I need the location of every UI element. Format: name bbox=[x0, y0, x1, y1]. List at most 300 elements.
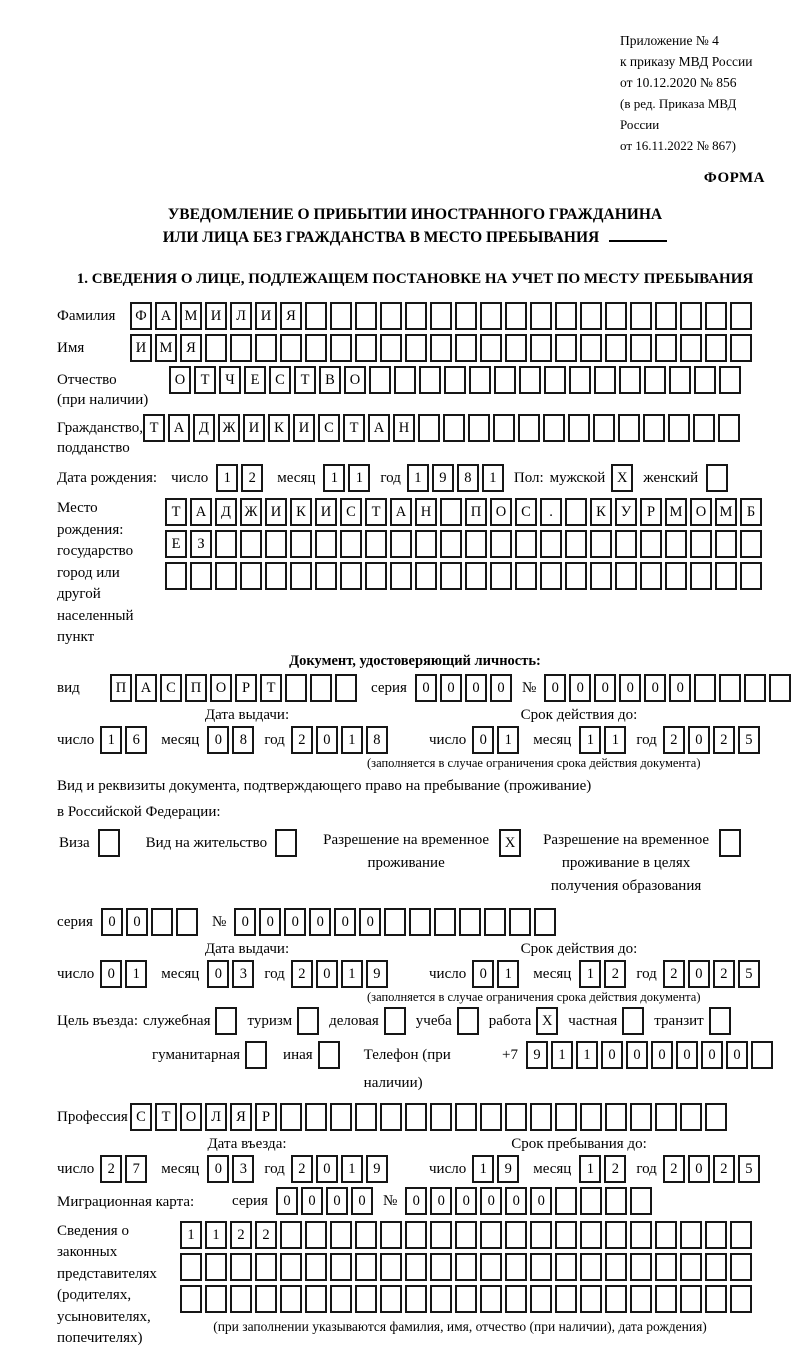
form-cell[interactable] bbox=[680, 1103, 702, 1131]
form-cell[interactable]: С bbox=[269, 366, 291, 394]
form-cell[interactable]: А bbox=[135, 674, 157, 702]
form-cell[interactable] bbox=[630, 1285, 652, 1313]
form-cell[interactable]: Т bbox=[343, 414, 365, 442]
form-cell[interactable]: 0 bbox=[688, 960, 710, 988]
form-cell[interactable] bbox=[630, 1187, 652, 1215]
form-cell[interactable] bbox=[418, 414, 440, 442]
form-cell[interactable] bbox=[305, 334, 327, 362]
form-cell[interactable] bbox=[151, 908, 173, 936]
form-cell[interactable] bbox=[493, 414, 515, 442]
form-cell[interactable] bbox=[534, 908, 556, 936]
form-cell[interactable] bbox=[580, 1285, 602, 1313]
form-cell[interactable] bbox=[180, 1285, 202, 1313]
form-cell[interactable] bbox=[405, 302, 427, 330]
form-cell[interactable]: 0 bbox=[480, 1187, 502, 1215]
form-cell[interactable] bbox=[690, 562, 712, 590]
form-cell[interactable] bbox=[455, 1253, 477, 1281]
form-cell[interactable]: О bbox=[690, 498, 712, 526]
form-cell[interactable] bbox=[580, 1221, 602, 1249]
form-cell[interactable] bbox=[275, 829, 297, 857]
form-cell[interactable]: 0 bbox=[505, 1187, 527, 1215]
form-cell[interactable] bbox=[480, 1103, 502, 1131]
form-cell[interactable]: А bbox=[390, 498, 412, 526]
form-cell[interactable]: Я bbox=[230, 1103, 252, 1131]
form-cell[interactable] bbox=[240, 530, 262, 558]
form-cell[interactable] bbox=[430, 1285, 452, 1313]
form-cell[interactable]: Т bbox=[260, 674, 282, 702]
form-cell[interactable] bbox=[190, 562, 212, 590]
form-cell[interactable] bbox=[245, 1041, 267, 1069]
form-cell[interactable]: И bbox=[293, 414, 315, 442]
form-cell[interactable] bbox=[505, 1221, 527, 1249]
form-cell[interactable] bbox=[643, 414, 665, 442]
form-cell[interactable] bbox=[730, 1221, 752, 1249]
form-cell[interactable] bbox=[215, 1007, 237, 1035]
form-cell[interactable] bbox=[769, 674, 791, 702]
form-cell[interactable]: Ж bbox=[240, 498, 262, 526]
form-cell[interactable]: М bbox=[665, 498, 687, 526]
form-cell[interactable]: 2 bbox=[663, 1155, 685, 1183]
form-cell[interactable] bbox=[719, 829, 741, 857]
form-cell[interactable] bbox=[530, 1253, 552, 1281]
form-cell[interactable]: 0 bbox=[651, 1041, 673, 1069]
form-cell[interactable]: И bbox=[315, 498, 337, 526]
form-cell[interactable]: 1 bbox=[341, 726, 363, 754]
form-cell[interactable] bbox=[280, 1253, 302, 1281]
form-cell[interactable] bbox=[565, 530, 587, 558]
form-cell[interactable]: 0 bbox=[301, 1187, 323, 1215]
form-cell[interactable] bbox=[405, 1285, 427, 1313]
form-cell[interactable] bbox=[730, 334, 752, 362]
form-cell[interactable]: 6 bbox=[125, 726, 147, 754]
form-cell[interactable]: П bbox=[185, 674, 207, 702]
form-cell[interactable]: Я bbox=[280, 302, 302, 330]
form-cell[interactable] bbox=[484, 908, 506, 936]
form-cell[interactable]: 1 bbox=[576, 1041, 598, 1069]
form-cell[interactable]: 0 bbox=[101, 908, 123, 936]
form-cell[interactable] bbox=[455, 1103, 477, 1131]
form-cell[interactable]: 2 bbox=[230, 1221, 252, 1249]
form-cell[interactable] bbox=[580, 1253, 602, 1281]
form-cell[interactable] bbox=[568, 414, 590, 442]
form-cell[interactable]: М bbox=[180, 302, 202, 330]
form-cell[interactable] bbox=[365, 562, 387, 590]
form-cell[interactable]: 0 bbox=[701, 1041, 723, 1069]
form-cell[interactable]: Е bbox=[244, 366, 266, 394]
form-cell[interactable] bbox=[715, 562, 737, 590]
form-cell[interactable]: 0 bbox=[688, 1155, 710, 1183]
form-cell[interactable]: 2 bbox=[291, 726, 313, 754]
form-cell[interactable]: Р bbox=[235, 674, 257, 702]
form-cell[interactable] bbox=[590, 562, 612, 590]
form-cell[interactable] bbox=[380, 1285, 402, 1313]
form-cell[interactable]: 0 bbox=[465, 674, 487, 702]
form-cell[interactable] bbox=[280, 1221, 302, 1249]
form-cell[interactable] bbox=[555, 1103, 577, 1131]
form-cell[interactable]: М bbox=[715, 498, 737, 526]
form-cell[interactable]: 0 bbox=[676, 1041, 698, 1069]
form-cell[interactable]: 1 bbox=[579, 960, 601, 988]
form-cell[interactable] bbox=[630, 1103, 652, 1131]
form-cell[interactable] bbox=[240, 562, 262, 590]
form-cell[interactable]: А bbox=[368, 414, 390, 442]
form-cell[interactable] bbox=[409, 908, 431, 936]
form-cell[interactable] bbox=[330, 1221, 352, 1249]
form-cell[interactable] bbox=[380, 302, 402, 330]
form-cell[interactable] bbox=[330, 302, 352, 330]
form-cell[interactable] bbox=[455, 302, 477, 330]
form-cell[interactable]: С bbox=[340, 498, 362, 526]
form-cell[interactable]: О bbox=[344, 366, 366, 394]
form-cell[interactable] bbox=[640, 530, 662, 558]
form-cell[interactable] bbox=[265, 530, 287, 558]
form-cell[interactable]: 9 bbox=[432, 464, 454, 492]
form-cell[interactable] bbox=[305, 1253, 327, 1281]
form-cell[interactable]: Ф bbox=[130, 302, 152, 330]
form-cell[interactable]: 0 bbox=[405, 1187, 427, 1215]
form-cell[interactable] bbox=[465, 562, 487, 590]
form-cell[interactable] bbox=[655, 1103, 677, 1131]
form-cell[interactable] bbox=[297, 1007, 319, 1035]
form-cell[interactable] bbox=[365, 530, 387, 558]
form-cell[interactable] bbox=[555, 1253, 577, 1281]
form-cell[interactable]: К bbox=[290, 498, 312, 526]
form-cell[interactable] bbox=[751, 1041, 773, 1069]
form-cell[interactable]: Ж bbox=[218, 414, 240, 442]
form-cell[interactable] bbox=[618, 414, 640, 442]
form-cell[interactable]: 2 bbox=[255, 1221, 277, 1249]
form-cell[interactable] bbox=[465, 530, 487, 558]
form-cell[interactable] bbox=[705, 1103, 727, 1131]
form-cell[interactable] bbox=[280, 334, 302, 362]
form-cell[interactable] bbox=[580, 1187, 602, 1215]
form-cell[interactable]: 0 bbox=[259, 908, 281, 936]
form-cell[interactable]: 1 bbox=[551, 1041, 573, 1069]
form-cell[interactable] bbox=[509, 908, 531, 936]
form-cell[interactable]: Б bbox=[740, 498, 762, 526]
form-cell[interactable]: А bbox=[168, 414, 190, 442]
form-cell[interactable] bbox=[505, 1103, 527, 1131]
form-cell[interactable] bbox=[390, 530, 412, 558]
form-cell[interactable] bbox=[444, 366, 466, 394]
form-cell[interactable]: С bbox=[515, 498, 537, 526]
form-cell[interactable]: X bbox=[499, 829, 521, 857]
form-cell[interactable] bbox=[605, 1221, 627, 1249]
form-cell[interactable] bbox=[555, 334, 577, 362]
form-cell[interactable] bbox=[555, 302, 577, 330]
form-cell[interactable] bbox=[290, 530, 312, 558]
form-cell[interactable]: Я bbox=[180, 334, 202, 362]
form-cell[interactable] bbox=[543, 414, 565, 442]
form-cell[interactable] bbox=[394, 366, 416, 394]
form-cell[interactable] bbox=[640, 562, 662, 590]
form-cell[interactable] bbox=[630, 334, 652, 362]
form-cell[interactable]: 2 bbox=[604, 1155, 626, 1183]
form-cell[interactable]: 0 bbox=[309, 908, 331, 936]
form-cell[interactable]: 0 bbox=[472, 726, 494, 754]
form-cell[interactable]: Т bbox=[155, 1103, 177, 1131]
form-cell[interactable] bbox=[340, 562, 362, 590]
form-cell[interactable] bbox=[615, 530, 637, 558]
form-cell[interactable]: X bbox=[536, 1007, 558, 1035]
form-cell[interactable]: Н bbox=[415, 498, 437, 526]
form-cell[interactable] bbox=[415, 530, 437, 558]
form-cell[interactable] bbox=[315, 562, 337, 590]
form-cell[interactable] bbox=[180, 1253, 202, 1281]
form-cell[interactable] bbox=[655, 1253, 677, 1281]
form-cell[interactable] bbox=[480, 1285, 502, 1313]
form-cell[interactable]: . bbox=[540, 498, 562, 526]
form-cell[interactable]: 0 bbox=[359, 908, 381, 936]
form-cell[interactable]: 9 bbox=[526, 1041, 548, 1069]
form-cell[interactable] bbox=[405, 334, 427, 362]
form-cell[interactable]: 0 bbox=[284, 908, 306, 936]
form-cell[interactable]: Т bbox=[194, 366, 216, 394]
form-cell[interactable] bbox=[530, 1285, 552, 1313]
form-cell[interactable] bbox=[490, 562, 512, 590]
form-cell[interactable]: О bbox=[180, 1103, 202, 1131]
form-cell[interactable]: 0 bbox=[234, 908, 256, 936]
form-cell[interactable]: 8 bbox=[366, 726, 388, 754]
form-cell[interactable] bbox=[655, 334, 677, 362]
form-cell[interactable] bbox=[693, 414, 715, 442]
form-cell[interactable] bbox=[330, 1103, 352, 1131]
form-cell[interactable] bbox=[594, 366, 616, 394]
form-cell[interactable] bbox=[555, 1221, 577, 1249]
form-cell[interactable] bbox=[280, 1103, 302, 1131]
form-cell[interactable] bbox=[630, 1253, 652, 1281]
form-cell[interactable]: Д bbox=[215, 498, 237, 526]
form-cell[interactable] bbox=[265, 562, 287, 590]
form-cell[interactable] bbox=[230, 1285, 252, 1313]
form-cell[interactable] bbox=[468, 414, 490, 442]
form-cell[interactable]: 0 bbox=[601, 1041, 623, 1069]
form-cell[interactable] bbox=[580, 1103, 602, 1131]
form-cell[interactable]: 2 bbox=[713, 960, 735, 988]
form-cell[interactable] bbox=[494, 366, 516, 394]
form-cell[interactable] bbox=[330, 1285, 352, 1313]
form-cell[interactable]: 2 bbox=[100, 1155, 122, 1183]
form-cell[interactable]: 1 bbox=[216, 464, 238, 492]
form-cell[interactable]: С bbox=[160, 674, 182, 702]
form-cell[interactable] bbox=[680, 334, 702, 362]
form-cell[interactable] bbox=[505, 334, 527, 362]
form-cell[interactable] bbox=[505, 1285, 527, 1313]
form-cell[interactable] bbox=[305, 1285, 327, 1313]
form-cell[interactable] bbox=[455, 1221, 477, 1249]
form-cell[interactable]: У bbox=[615, 498, 637, 526]
form-cell[interactable] bbox=[165, 562, 187, 590]
form-cell[interactable] bbox=[440, 530, 462, 558]
form-cell[interactable] bbox=[740, 562, 762, 590]
form-cell[interactable]: 0 bbox=[276, 1187, 298, 1215]
form-cell[interactable] bbox=[315, 530, 337, 558]
form-cell[interactable]: 2 bbox=[713, 1155, 735, 1183]
form-cell[interactable] bbox=[544, 366, 566, 394]
form-cell[interactable]: И bbox=[255, 302, 277, 330]
form-cell[interactable]: 1 bbox=[100, 726, 122, 754]
form-cell[interactable] bbox=[565, 498, 587, 526]
form-cell[interactable]: З bbox=[190, 530, 212, 558]
form-cell[interactable] bbox=[290, 562, 312, 590]
form-cell[interactable] bbox=[505, 1253, 527, 1281]
form-cell[interactable]: 0 bbox=[490, 674, 512, 702]
form-cell[interactable]: 0 bbox=[207, 1155, 229, 1183]
form-cell[interactable]: С bbox=[130, 1103, 152, 1131]
form-cell[interactable] bbox=[740, 530, 762, 558]
form-cell[interactable]: О bbox=[169, 366, 191, 394]
form-cell[interactable]: 0 bbox=[207, 960, 229, 988]
form-cell[interactable] bbox=[593, 414, 615, 442]
form-cell[interactable] bbox=[355, 1221, 377, 1249]
form-cell[interactable]: Д bbox=[193, 414, 215, 442]
form-cell[interactable] bbox=[255, 1285, 277, 1313]
form-cell[interactable]: 0 bbox=[430, 1187, 452, 1215]
form-cell[interactable]: 2 bbox=[241, 464, 263, 492]
form-cell[interactable] bbox=[380, 1253, 402, 1281]
form-cell[interactable] bbox=[330, 334, 352, 362]
form-cell[interactable]: 3 bbox=[232, 1155, 254, 1183]
form-cell[interactable] bbox=[310, 674, 332, 702]
form-cell[interactable]: 0 bbox=[326, 1187, 348, 1215]
form-cell[interactable]: Е bbox=[165, 530, 187, 558]
form-cell[interactable] bbox=[540, 562, 562, 590]
form-cell[interactable] bbox=[565, 562, 587, 590]
form-cell[interactable]: 1 bbox=[205, 1221, 227, 1249]
form-cell[interactable] bbox=[690, 530, 712, 558]
form-cell[interactable] bbox=[230, 1253, 252, 1281]
form-cell[interactable]: 5 bbox=[738, 726, 760, 754]
form-cell[interactable] bbox=[176, 908, 198, 936]
form-cell[interactable] bbox=[615, 562, 637, 590]
form-cell[interactable]: О bbox=[210, 674, 232, 702]
form-cell[interactable]: 1 bbox=[125, 960, 147, 988]
form-cell[interactable] bbox=[230, 334, 252, 362]
form-cell[interactable] bbox=[630, 1221, 652, 1249]
form-cell[interactable] bbox=[719, 366, 741, 394]
form-cell[interactable]: 1 bbox=[323, 464, 345, 492]
form-cell[interactable]: 8 bbox=[232, 726, 254, 754]
form-cell[interactable] bbox=[580, 334, 602, 362]
form-cell[interactable] bbox=[434, 908, 456, 936]
form-cell[interactable] bbox=[405, 1253, 427, 1281]
form-cell[interactable] bbox=[430, 1103, 452, 1131]
form-cell[interactable] bbox=[644, 366, 666, 394]
form-cell[interactable]: И bbox=[130, 334, 152, 362]
form-cell[interactable]: 1 bbox=[472, 1155, 494, 1183]
form-cell[interactable] bbox=[305, 1103, 327, 1131]
form-cell[interactable] bbox=[457, 1007, 479, 1035]
form-cell[interactable] bbox=[255, 1253, 277, 1281]
form-cell[interactable] bbox=[669, 366, 691, 394]
form-cell[interactable] bbox=[480, 1221, 502, 1249]
form-cell[interactable]: 0 bbox=[619, 674, 641, 702]
form-cell[interactable] bbox=[706, 464, 728, 492]
form-cell[interactable] bbox=[744, 674, 766, 702]
form-cell[interactable] bbox=[469, 366, 491, 394]
form-cell[interactable]: 0 bbox=[100, 960, 122, 988]
form-cell[interactable]: 1 bbox=[579, 726, 601, 754]
form-cell[interactable]: Т bbox=[165, 498, 187, 526]
form-cell[interactable] bbox=[515, 530, 537, 558]
form-cell[interactable] bbox=[680, 1285, 702, 1313]
form-cell[interactable] bbox=[419, 366, 441, 394]
form-cell[interactable] bbox=[355, 302, 377, 330]
form-cell[interactable] bbox=[655, 1285, 677, 1313]
form-cell[interactable]: 0 bbox=[688, 726, 710, 754]
form-cell[interactable]: X bbox=[611, 464, 633, 492]
form-cell[interactable]: 0 bbox=[440, 674, 462, 702]
form-cell[interactable]: П bbox=[110, 674, 132, 702]
form-cell[interactable] bbox=[730, 1285, 752, 1313]
form-cell[interactable] bbox=[405, 1221, 427, 1249]
form-cell[interactable] bbox=[718, 414, 740, 442]
form-cell[interactable] bbox=[530, 1221, 552, 1249]
form-cell[interactable]: 3 bbox=[232, 960, 254, 988]
form-cell[interactable] bbox=[205, 1285, 227, 1313]
form-cell[interactable] bbox=[330, 1253, 352, 1281]
form-cell[interactable] bbox=[505, 302, 527, 330]
form-cell[interactable]: 0 bbox=[126, 908, 148, 936]
form-cell[interactable]: 1 bbox=[579, 1155, 601, 1183]
form-cell[interactable]: 0 bbox=[316, 726, 338, 754]
form-cell[interactable]: 0 bbox=[455, 1187, 477, 1215]
form-cell[interactable] bbox=[569, 366, 591, 394]
form-cell[interactable]: 0 bbox=[726, 1041, 748, 1069]
form-cell[interactable] bbox=[705, 1285, 727, 1313]
form-cell[interactable]: 1 bbox=[482, 464, 504, 492]
form-cell[interactable]: 0 bbox=[334, 908, 356, 936]
form-cell[interactable] bbox=[440, 562, 462, 590]
form-cell[interactable]: В bbox=[319, 366, 341, 394]
form-cell[interactable] bbox=[580, 302, 602, 330]
form-cell[interactable]: 1 bbox=[497, 726, 519, 754]
form-cell[interactable]: С bbox=[318, 414, 340, 442]
form-cell[interactable] bbox=[430, 302, 452, 330]
form-cell[interactable] bbox=[384, 1007, 406, 1035]
form-cell[interactable]: 0 bbox=[351, 1187, 373, 1215]
form-cell[interactable]: 9 bbox=[497, 1155, 519, 1183]
form-cell[interactable] bbox=[555, 1285, 577, 1313]
form-cell[interactable] bbox=[285, 674, 307, 702]
form-cell[interactable] bbox=[380, 334, 402, 362]
form-cell[interactable] bbox=[680, 302, 702, 330]
form-cell[interactable]: 1 bbox=[180, 1221, 202, 1249]
form-cell[interactable]: 0 bbox=[626, 1041, 648, 1069]
form-cell[interactable] bbox=[619, 366, 641, 394]
form-cell[interactable]: 1 bbox=[604, 726, 626, 754]
form-cell[interactable]: А bbox=[155, 302, 177, 330]
form-cell[interactable] bbox=[380, 1103, 402, 1131]
form-cell[interactable] bbox=[205, 1253, 227, 1281]
form-cell[interactable] bbox=[459, 908, 481, 936]
form-cell[interactable] bbox=[694, 674, 716, 702]
form-cell[interactable] bbox=[515, 562, 537, 590]
form-cell[interactable]: Т bbox=[365, 498, 387, 526]
form-cell[interactable]: 1 bbox=[348, 464, 370, 492]
form-cell[interactable] bbox=[668, 414, 690, 442]
form-cell[interactable] bbox=[605, 302, 627, 330]
form-cell[interactable]: А bbox=[190, 498, 212, 526]
form-cell[interactable]: 0 bbox=[569, 674, 591, 702]
form-cell[interactable] bbox=[680, 1221, 702, 1249]
form-cell[interactable]: 0 bbox=[316, 1155, 338, 1183]
form-cell[interactable]: 0 bbox=[472, 960, 494, 988]
form-cell[interactable] bbox=[98, 829, 120, 857]
form-cell[interactable]: К bbox=[590, 498, 612, 526]
form-cell[interactable] bbox=[705, 302, 727, 330]
form-cell[interactable]: Р bbox=[640, 498, 662, 526]
